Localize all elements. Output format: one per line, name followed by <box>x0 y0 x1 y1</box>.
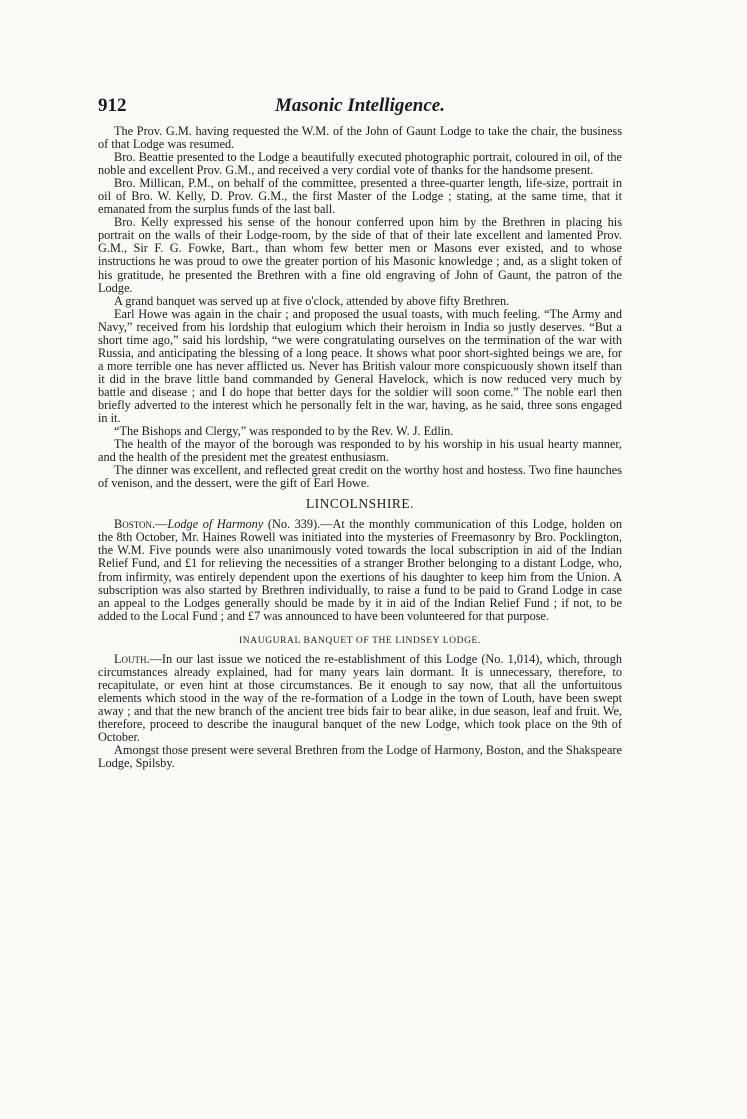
page-number: 912 <box>98 95 127 116</box>
paragraph: Bro. Beattie presented to the Lodge a beautifully executed photographic portrait, coloured in oil, of the noble and excellent Prov. G.M., and received a very cordial vote of thanks for the handsome present. <box>98 150 622 178</box>
paragraph: The Prov. G.M. having requested the W.M. of the John of Gaunt Lodge to take the chair, the business of that Lodge was resumed. <box>98 124 622 152</box>
boston-report-text: (No. 339).—At the monthly communication of this Lodge, holden on the 8th October, Mr. Haines Rowell was initiated into the mysteries of Freemasonry by Bro. Pocklington, the W.M. Five pounds were also unanimously voted towards the local subscription in aid of the Indian Relief Fund, and £1 for relieving the necessities of a stranger Brother belonging to a distant Lodge, who, from infirmity, was entirely dependent upon the exertions of his daughter to keep him from the Union. A subscription was also started by Brethren individually, to raise a fund to be paid to Grand Lodge in case an appeal to the Lodges generally should be made by it in aid of the Indian Relief Fund ; if not, to be added to the Local Fund ; and £7 was announced to have been volunteered for that purpose. <box>98 517 622 623</box>
dash: — <box>155 517 168 532</box>
paragraph: The health of the mayor of the borough was responded to by his worship in his usual hearty manner, and the health of the president met the greatest enthusiasm. <box>98 437 622 465</box>
sub-heading-inaugural-banquet: INAUGURAL BANQUET OF THE LINDSEY LODGE. <box>239 635 481 646</box>
boston-paragraph <box>98 518 622 622</box>
louth-paragraph <box>98 653 622 744</box>
paragraph: Bro. Millican, P.M., on behalf of the committee, presented a three-quarter length, life-size, portrait in oil of Bro. W. Kelly, D. Prov. G.M., the first Master of the Lodge ; stating, at the same time, that it emanated from the surplus funds of the last ball. <box>98 176 622 217</box>
section-heading-lincolnshire: LINCOLNSHIRE. <box>305 496 415 512</box>
paragraph: A grand banquet was served up at five o'clock, attended by above fifty Brethren. <box>114 293 510 308</box>
paragraph: The dinner was excellent, and reflected great credit on the worthy host and hostess. Two fine haunches of venison, and the dessert, were the gift of Earl Howe. <box>98 463 622 491</box>
page-header <box>98 95 622 125</box>
paragraph: Bro. Kelly expressed his sense of the honour conferred upon him by the Brethren in placing his portrait on the walls of their Lodge-room, by the side of that of their late excellent and lamented Prov. G.M., Sir F. G. Fowke, Bart., than whom few better men or Masons ever existed, and to whose instructions he was proud to owe the greater portion of his Masonic knowledge ; and, as a slight token of his gratitude, he presented the Brethren with a fine old engraving of John of Gaunt, the patron of the Lodge. <box>98 215 622 295</box>
page <box>98 95 622 770</box>
article-body <box>98 125 622 770</box>
paragraph: Amongst those present were several Brethren from the Lodge of Harmony, Boston, and the Shakspeare Lodge, Spilsby. <box>98 743 622 771</box>
place-name-louth: Louth. <box>114 651 150 666</box>
louth-report-text: —In our last issue we noticed the re-establishment of this Lodge (No. 1,014), which, through circumstances already explained, had for many years lain dormant. It is unnecessary, therefore, to recapitulate, or even hint at those circumstances. Be it enough to say now, that all the unfortuitous elements which stood in the way of the re-formation of a Lodge in the town of Louth, have been swept away ; and that the new branch of the ancient tree bids fair to bear alike, in due season, leaf and fruit. We, therefore, proceed to describe the inaugural banquet of the new Lodge, which took place on the 9th of October. <box>98 651 622 744</box>
paragraph: Earl Howe was again in the chair ; and proposed the usual toasts, with much feeling. “The Army and Navy,” received from his lordship that eulogium which their heroism in India so justly deserves. “But a short time ago,” said his lordship, “we were congratulating ourselves on the termination of the war with Russia, and anticipating the blessing of a long peace. It shows what poor short-sighted beings we are, for a more terrible one has never afflicted us. Never has British valour more conspicuously shown itself than it did in the brave little band commanded by General Havelock, which is now reduced very much by battle and disease ; and I do hope that better days for the soldier will soon come.” The noble earl then briefly adverted to the interest which he personally felt in the war, having, as he said, three sons engaged in it. <box>98 306 622 426</box>
lodge-name: Lodge of Harmony <box>167 517 264 532</box>
running-head: Masonic Intelligence. <box>275 95 445 116</box>
paragraph: “The Bishops and Clergy,” was responded to by the Rev. W. J. Edlin. <box>114 424 454 439</box>
place-name-boston: Boston. <box>114 517 156 532</box>
